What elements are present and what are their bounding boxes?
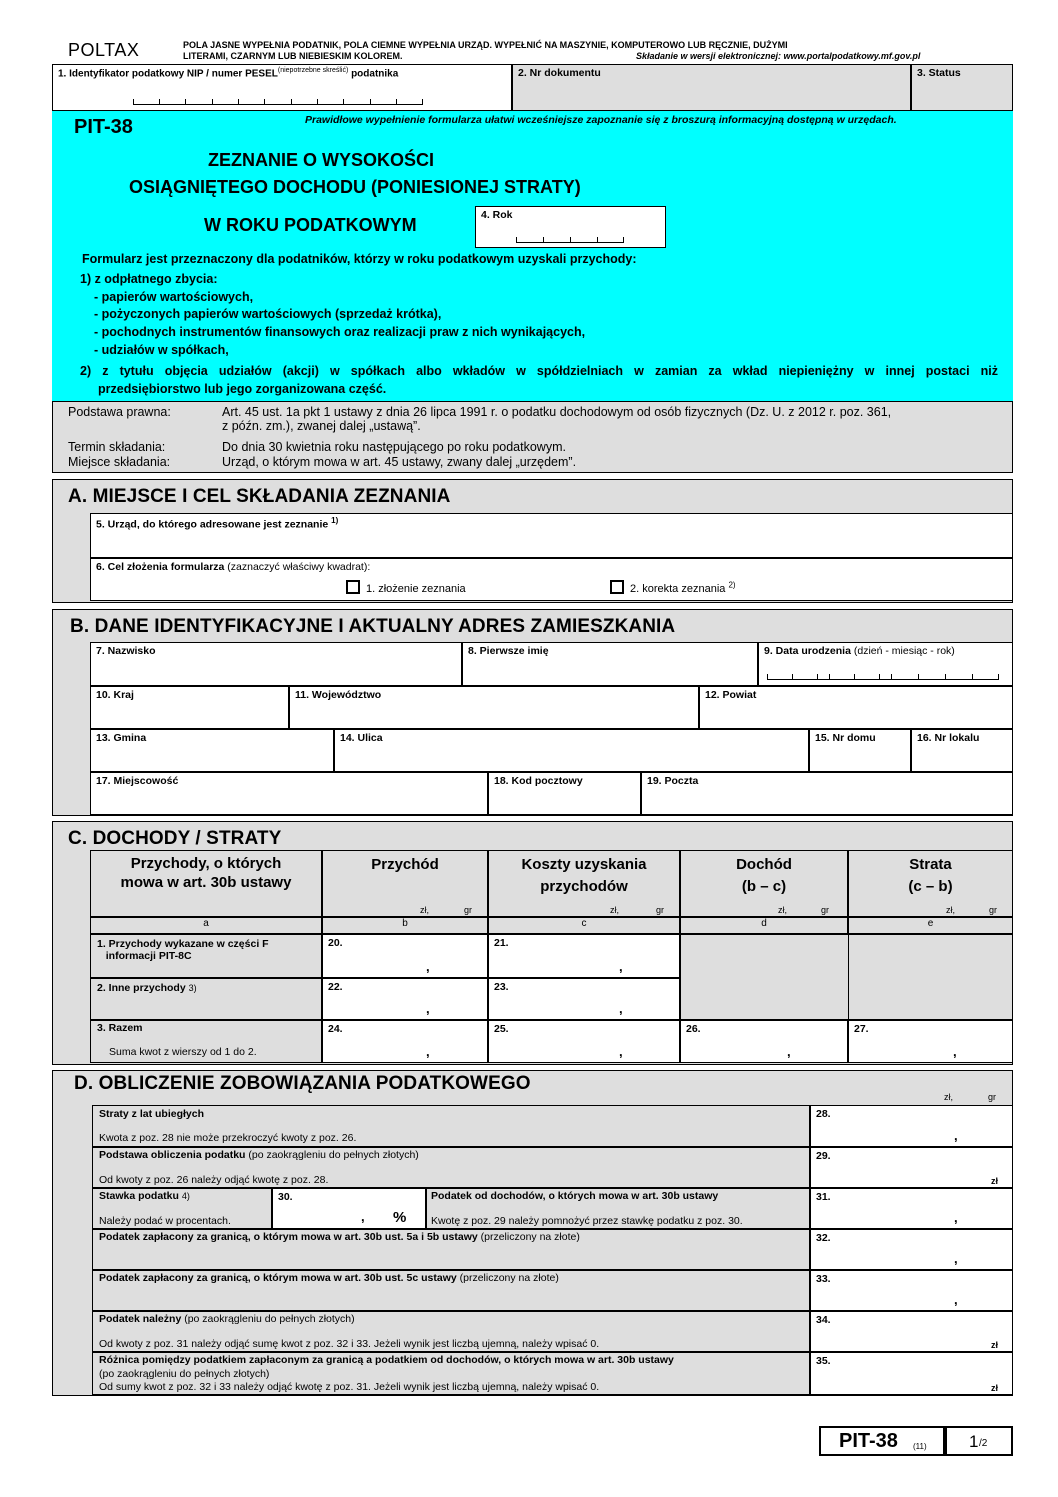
tax-office-sup: 1) (331, 516, 339, 525)
post-office-label: 19. Poczta (647, 775, 699, 787)
row-35-desc (92, 1352, 810, 1395)
field-34[interactable] (810, 1311, 1013, 1352)
first-name-label: 8. Pierwsze imię (468, 645, 549, 657)
row-34-desc (92, 1311, 810, 1352)
col-e-line2: (c – b) (908, 878, 953, 895)
col-a-line1: Przychody, o których (130, 855, 282, 872)
option-correction[interactable] (610, 580, 736, 595)
col-c-line1: Koszty uzyskania (521, 856, 647, 873)
col-b-header (322, 850, 488, 917)
place-label: Miejsce składania: (68, 455, 171, 469)
purpose-intro: Formularz jest przeznaczony dla podatników, którzy w roku podatkowym uzyskali przychody: (82, 252, 637, 266)
row-35-title: Różnica pomiędzy podatkiem zapłaconym za granicą a podatkiem od dochodów, o których mowa w art. 30b ustawy (99, 1354, 674, 1366)
purpose-label: 6. Cel złożenia formularza (96, 561, 225, 573)
field-32[interactable] (810, 1229, 1013, 1270)
nip-ticks (133, 99, 423, 105)
checkbox-submission[interactable] (346, 580, 360, 594)
county-field[interactable] (699, 686, 1013, 729)
purpose-sub-2: - pożyczonych papierów wartościowych (sprzedaż krótka), (94, 307, 442, 321)
field-28-comma: , (954, 1128, 958, 1143)
field-24-comma: , (426, 1044, 430, 1059)
row-32-title: Podatek zapłacony za granicą, o którym mowa w art. 30b ust. 5a i 5b ustawy (99, 1231, 478, 1243)
deadline-label: Termin składania: (68, 440, 166, 454)
postal-code-label: 18. Kod pocztowy (494, 775, 583, 787)
birth-date-field[interactable] (758, 642, 1013, 686)
col-d-zl: zł, (778, 905, 787, 915)
col-d-line1: Dochód (736, 856, 792, 873)
city-field[interactable] (90, 772, 488, 815)
row-34-title-note: (po zaokrągleniu do pełnych złotych) (181, 1313, 355, 1325)
row-2-sup: 3) (188, 983, 197, 993)
field-22-num: 22. (328, 981, 343, 993)
field-23-comma: , (619, 1001, 623, 1016)
field-29-num: 29. (816, 1150, 831, 1162)
field-29[interactable] (810, 1147, 1013, 1188)
field-33-comma: , (954, 1292, 958, 1307)
option-submission-label: 1. złożenie zeznania (366, 583, 466, 595)
option-correction-sup: 2) (728, 580, 736, 590)
row-31-title: Podatek od dochodów, o których mowa w art. 30b ustawy (431, 1190, 719, 1202)
apartment-number-field[interactable] (911, 729, 1013, 772)
purpose-field (90, 558, 1013, 601)
col-c-header (488, 850, 680, 917)
letter-b: b (322, 917, 488, 934)
purpose-sub-3: - pochodnych instrumentów finansowych oraz realizacji praw z nich wynikających, (94, 325, 586, 339)
col-a-line2: mowa w art. 30b ustawy (120, 874, 292, 891)
footer-form-code-box (819, 1426, 945, 1456)
legal-basis-text-2: z późn. zm.), zwanej dalej „ustawą”. (222, 419, 421, 433)
field-35-num: 35. (816, 1355, 831, 1367)
field-26-num: 26. (686, 1023, 701, 1035)
field-29-zl: zł (991, 1176, 999, 1186)
field-25-num: 25. (494, 1023, 509, 1035)
row-3-note: Suma kwot z wierszy od 1 do 2. (109, 1046, 257, 1058)
section-c-title: C. DOCHODY / STRATY (68, 828, 282, 849)
county-label: 12. Powiat (705, 689, 757, 701)
row-1-label (90, 934, 322, 978)
section-d-title: D. OBLICZENIE ZOBOWIĄZANIA PODATKOWEGO (74, 1073, 531, 1094)
row-30-note: Należy podać w procentach. (99, 1215, 231, 1227)
row-1-line2: informacji PIT-8C (105, 950, 192, 962)
birth-date-ticks (767, 674, 999, 680)
field-31[interactable] (810, 1188, 1013, 1229)
col-c-line2: przychodów (540, 878, 628, 895)
col-c-gr: gr (656, 905, 665, 915)
field-28-num: 28. (816, 1108, 831, 1120)
electronic-filing-note: Składanie w wersji elektronicznej: www.portalpodatkowy.mf.gov.pl (636, 51, 921, 61)
purpose-item-2b: przedsiębiorstwo lub jego zorganizowana część. (98, 382, 387, 396)
place-text: Urząd, o którym mowa w art. 45 ustawy, zwany dalej „urzędem”. (222, 455, 577, 469)
field-33[interactable] (810, 1270, 1013, 1311)
field-30-comma: , (361, 1209, 365, 1224)
field-31-comma: , (954, 1210, 958, 1225)
surname-label: 7. Nazwisko (96, 645, 156, 657)
letter-e: e (848, 917, 1013, 934)
nip-pesel-label: 1. Identyfikator podatkowy NIP / numer PESEL (58, 68, 278, 80)
field-27-comma: , (953, 1044, 957, 1059)
year-label: 4. Rok (481, 209, 513, 221)
field-34-num: 34. (816, 1314, 831, 1326)
post-office-field[interactable] (641, 772, 1013, 815)
field-24[interactable] (322, 1020, 488, 1063)
col-d-gr: gr (821, 905, 830, 915)
section-d-gr: gr (988, 1092, 997, 1102)
letter-a: a (90, 917, 322, 934)
row-34-note: Od kwoty z poz. 31 należy odjąć sumę kwot z poz. 32 i 33. Jeżeli wynik jest liczbą ujemną, należy wpisać 0. (99, 1338, 600, 1350)
row-29-title-note: (po zaokrągleniu do pełnych złotych) (245, 1149, 419, 1161)
purpose-item-1: 1) z odpłatnego zbycia: (80, 272, 218, 286)
field-20-num: 20. (328, 937, 343, 949)
country-label: 10. Kraj (96, 689, 134, 701)
year-ticks (516, 237, 624, 243)
row-2-label (90, 978, 322, 1020)
purpose-note: (zaznaczyć właściwy kwadrat): (224, 561, 371, 573)
row-33-title-note: (przeliczony na złote) (456, 1272, 559, 1284)
field-20[interactable] (322, 934, 488, 978)
row-1-line1: 1. Przychody wykazane w części F (97, 938, 269, 950)
col-d-header (680, 850, 848, 917)
row-31-desc (426, 1188, 810, 1229)
row-3-label (90, 1020, 322, 1063)
row-28-desc (92, 1105, 810, 1147)
brochure-note: Prawidłowe wypełnienie formularza ułatwi wcześniejsze zapoznanie się z broszurą informacyjną dostępną w urzędach. (305, 114, 897, 126)
col-b-line: Przychód (371, 856, 439, 873)
col-e-line1: Strata (909, 856, 952, 873)
row-33-desc (92, 1270, 810, 1311)
footer-page: 1 (969, 1432, 979, 1451)
field-23[interactable] (488, 978, 680, 1020)
nip-pesel-field[interactable] (52, 64, 512, 111)
deadline-text: Do dnia 30 kwietnia roku następującego po roku podatkowym. (222, 440, 566, 454)
field-20-comma: , (426, 959, 430, 974)
checkbox-correction[interactable] (610, 580, 624, 594)
header-instructions-2: LITERAMI, CZARNYM LUB NIEBIESKIM KOLOREM. (183, 51, 403, 61)
row-29-note: Od kwoty z poz. 26 należy odjąć kwotę z poz. 28. (99, 1174, 329, 1186)
row-30-title: Stawka podatku (99, 1190, 179, 1202)
footer-page-box (945, 1426, 1013, 1456)
nip-pesel-tail: podatnika (348, 68, 399, 80)
field-24-num: 24. (328, 1023, 343, 1035)
field-34-zl: zł (991, 1340, 999, 1350)
col-d-line2: (b – c) (741, 878, 787, 895)
voivodeship-field[interactable] (289, 686, 699, 729)
col-e-header (848, 850, 1013, 917)
birth-date-label: 9. Data urodzenia (764, 645, 851, 657)
field-30[interactable] (272, 1188, 426, 1229)
street-field[interactable] (334, 729, 809, 772)
letter-d: d (680, 917, 848, 934)
field-25[interactable] (488, 1020, 680, 1063)
row-30-desc (92, 1188, 272, 1229)
row-33-title: Podatek zapłacony za granicą, o którym mowa w art. 30b ust. 5c ustawy (99, 1272, 457, 1284)
section-b-title: B. DANE IDENTYFIKACYJNE I AKTUALNY ADRES ZAMIESZKANIA (70, 616, 676, 637)
status-label: 3. Status (917, 67, 961, 79)
poltax-logo: POLTAX (68, 40, 140, 60)
form-code: PIT-38 (74, 116, 133, 138)
row-28-title: Straty z lat ubiegłych (99, 1108, 205, 1120)
field-25-comma: , (619, 1044, 623, 1059)
row-32-desc (92, 1229, 810, 1270)
row-2-text: 2. Inne przychody (97, 982, 186, 994)
col-c-zl: zł, (610, 905, 619, 915)
footer-page-of: /2 (979, 1438, 988, 1449)
city-label: 17. Miejscowość (96, 775, 179, 787)
field-27-num: 27. (854, 1023, 869, 1035)
row-29-title: Podstawa obliczenia podatku (99, 1149, 246, 1161)
footer-version: (11) (913, 1442, 927, 1451)
row-28-note: Kwota z poz. 28 nie może przekroczyć kwoty z poz. 26. (99, 1132, 357, 1144)
section-a-title: A. MIEJSCE I CEL SKŁADANIA ZEZNANIA (68, 486, 451, 507)
purpose-sub-4: - udziałów w spółkach, (94, 343, 229, 357)
status-field (911, 64, 1013, 111)
option-correction-label: 2. korekta zeznania (630, 583, 726, 595)
field-30-num: 30. (278, 1191, 293, 1203)
field-21-num: 21. (494, 937, 509, 949)
field-27[interactable] (848, 1020, 1013, 1063)
field-35[interactable] (810, 1352, 1013, 1395)
field-30-percent: % (393, 1209, 407, 1226)
col-b-zl: zł, (420, 905, 429, 915)
nip-pesel-sup: (niepotrzebne skreślić) (277, 67, 349, 74)
street-label: 14. Ulica (340, 732, 383, 744)
row-30-sup: 4) (181, 1191, 190, 1201)
section-d-zl: zł, (944, 1092, 953, 1102)
row-34-title: Podatek należny (99, 1313, 182, 1325)
row-31-note: Kwotę z poz. 29 należy pomnożyć przez stawkę podatku z poz. 30. (431, 1215, 743, 1227)
postal-code-field[interactable] (488, 772, 641, 815)
tax-office-field[interactable] (90, 513, 1013, 558)
col-e-zl: zł, (946, 905, 955, 915)
legal-basis-text-1: Art. 45 ust. 1a pkt 1 ustawy z dnia 26 lipca 1991 r. o podatku dochodowym od osób fizycznych (Dz. U. z 2012 r. poz. 361, (222, 405, 892, 419)
option-submission[interactable] (346, 580, 466, 595)
header-instructions-1: POLA JASNE WYPEŁNIA PODATNIK, POLA CIEMNE WYPEŁNIA URZĄD. WYPEŁNIĆ NA MASZYNIE, KOMPUTEROWO LUB RĘCZNIE, DUŻYMI (183, 40, 788, 50)
field-35-zl: zł (991, 1383, 999, 1393)
field-32-num: 32. (816, 1232, 831, 1244)
field-32-comma: , (954, 1251, 958, 1266)
field-28[interactable] (810, 1105, 1013, 1147)
title-line-1: ZEZNANIE O WYSOKOŚCI (208, 150, 435, 170)
row-35-note: Od sumy kwot z poz. 32 i 33 należy odjąć kwotę z poz. 31. Jeżeli wynik jest liczbą ujemną, należy wpisać 0. (99, 1381, 600, 1393)
col-b-gr: gr (464, 905, 473, 915)
house-number-label: 15. Nr domu (815, 732, 876, 744)
row-32-title-note: (przeliczony na złote) (477, 1231, 580, 1243)
voivodeship-label: 11. Województwo (295, 689, 382, 701)
field-22[interactable] (322, 978, 488, 1020)
field-21[interactable] (488, 934, 680, 978)
apartment-number-label: 16. Nr lokalu (917, 732, 980, 744)
field-31-num: 31. (816, 1191, 831, 1203)
col-e-gr: gr (989, 905, 998, 915)
field-33-num: 33. (816, 1273, 831, 1285)
letter-c: c (488, 917, 680, 934)
field-26-comma: , (787, 1044, 791, 1059)
house-number-field[interactable] (809, 729, 911, 772)
field-21-comma: , (619, 959, 623, 974)
footer-form-code: PIT-38 (839, 1430, 898, 1452)
document-number-field (512, 64, 911, 111)
purpose-sub-1: - papierów wartościowych, (94, 290, 254, 304)
legal-basis-label: Podstawa prawna: (68, 405, 171, 419)
col-a-header (90, 850, 322, 917)
commune-label: 13. Gmina (96, 732, 147, 744)
field-22-comma: , (426, 1001, 430, 1016)
field-23-num: 23. (494, 981, 509, 993)
surname-field[interactable] (90, 642, 462, 686)
title-line-2: OSIĄGNIĘTEGO DOCHODU (PONIESIONEJ STRATY) (129, 177, 581, 197)
tax-office-label: 5. Urząd, do którego adresowane jest zeznanie (96, 518, 329, 531)
disabled-cells-d-e (680, 934, 1013, 1020)
row-29-desc (92, 1147, 810, 1188)
field-26[interactable] (680, 1020, 848, 1063)
year-field[interactable] (475, 206, 666, 248)
country-field[interactable] (90, 686, 289, 729)
title-line-3: W ROKU PODATKOWYM (204, 215, 417, 235)
row-35-subtitle: (po zaokrągleniu do pełnych złotych) (99, 1368, 270, 1380)
birth-date-note: (dzień - miesiąc - rok) (850, 645, 955, 657)
commune-field[interactable] (90, 729, 334, 772)
first-name-field[interactable] (462, 642, 758, 686)
document-number-label: 2. Nr dokumentu (518, 67, 601, 79)
row-3-text: 3. Razem (97, 1022, 143, 1034)
purpose-item-2a: 2) z tytułu objęcia udziałów (akcji) w spółkach albo wkładów w spółdzielniach w zamian za wkład niepieniężny w innej postaci niż (80, 364, 998, 378)
disabled-divider (848, 934, 849, 1020)
